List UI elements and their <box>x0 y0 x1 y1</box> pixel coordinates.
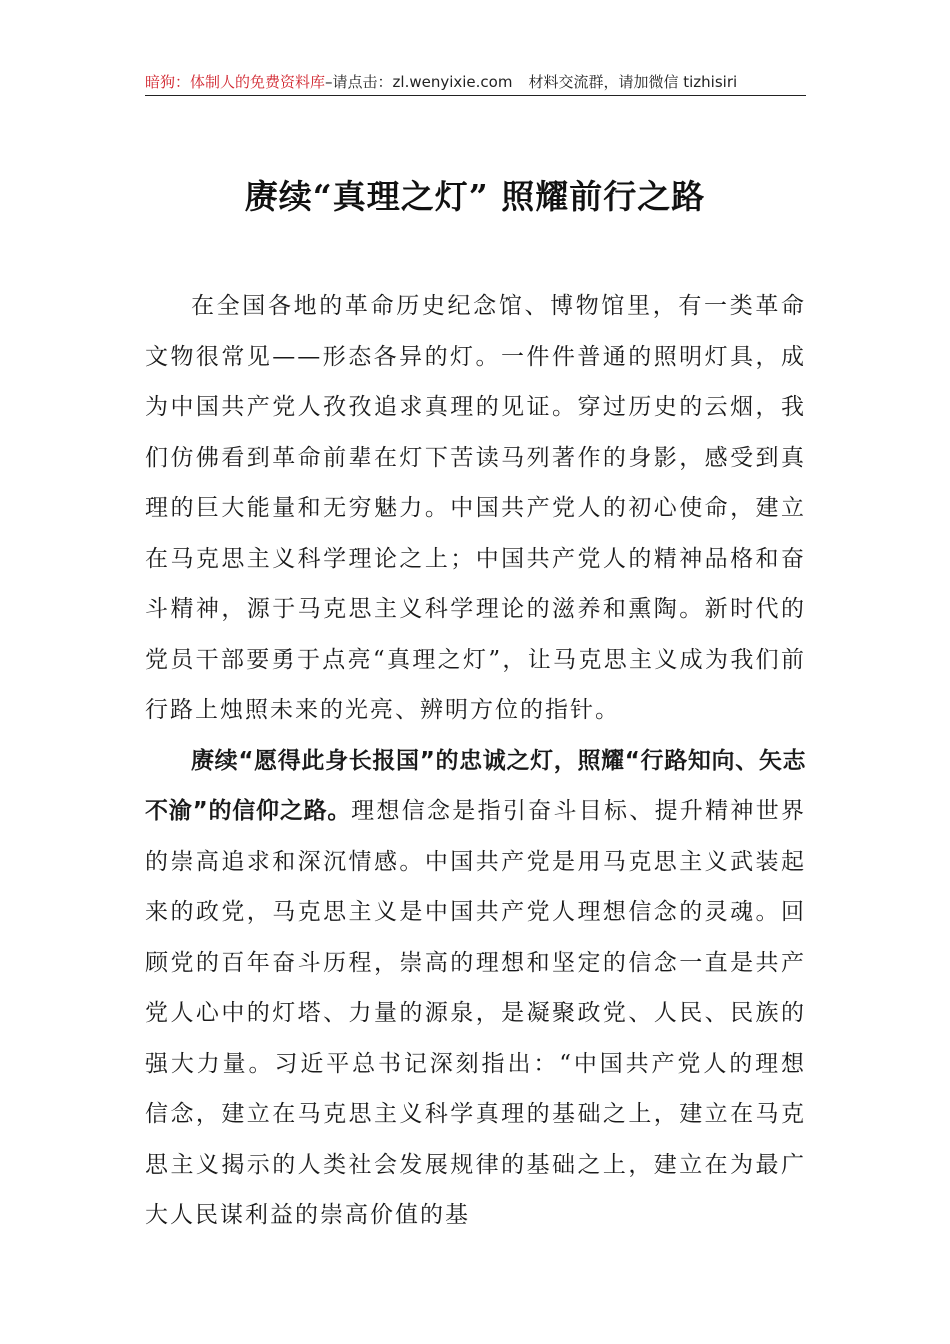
header-click-prefix: –请点击： <box>325 73 393 91</box>
header-url-link[interactable]: zl.wenyixie.com <box>392 73 513 91</box>
document-body <box>145 281 806 1241</box>
page-header <box>145 70 805 94</box>
paragraph-loyalty <box>145 736 806 1241</box>
paragraph-text: 理想信念是指引奋斗目标、提升精神世界的崇高追求和深沉情感。中国共产党是用马克思主义武装起来的政党，马克思主义是中国共产党人理想信念的灵魂。回顾党的百年奋斗历程，崇高的理想和坚定的信念一直是共产党人心中的灯塔、力量的源泉，是凝聚政党、人民、民族的强大力量。习近平总书记深刻指出：“中国共产党人的理想信念，建立在马克思主义科学真理的基础之上，建立在马克思主义揭示的人类社会发展规律的基础之上，建立在为最广大人民谋利益的崇高价值的基 <box>145 798 806 1228</box>
paragraph-text: 在全国各地的革命历史纪念馆、博物馆里，有一类革命文物很常见——形态各异的灯。一件件普通的照明灯具，成为中国共产党人孜孜追求真理的见证。穿过历史的云烟，我们仿佛看到革命前辈在灯下苦读马列著作的身影，感受到真理的巨大能量和无穷魅力。中国共产党人的初心使命，建立在马克思主义科学理论之上；中国共产党人的精神品格和奋斗精神，源于马克思主义科学理论的滋养和熏陶。新时代的党员干部要勇于点亮“真理之灯”，让马克思主义成为我们前行路上烛照未来的光亮、辨明方位的指针。 <box>145 293 806 723</box>
header-wechat-note: 材料交流群，请加微信 tizhisiri <box>528 73 738 91</box>
header-divider <box>145 95 806 96</box>
header-site-label: 暗狗：体制人的免费资料库 <box>145 73 326 91</box>
document-title: 赓续“真理之灯” 照耀前行之路 <box>244 177 706 216</box>
paragraph-lead: 赓续“愿得此身长报国”的忠诚之灯，照耀“行路知向、矢志不渝”的信仰之路。 <box>145 747 806 824</box>
paragraph-intro <box>145 281 806 736</box>
